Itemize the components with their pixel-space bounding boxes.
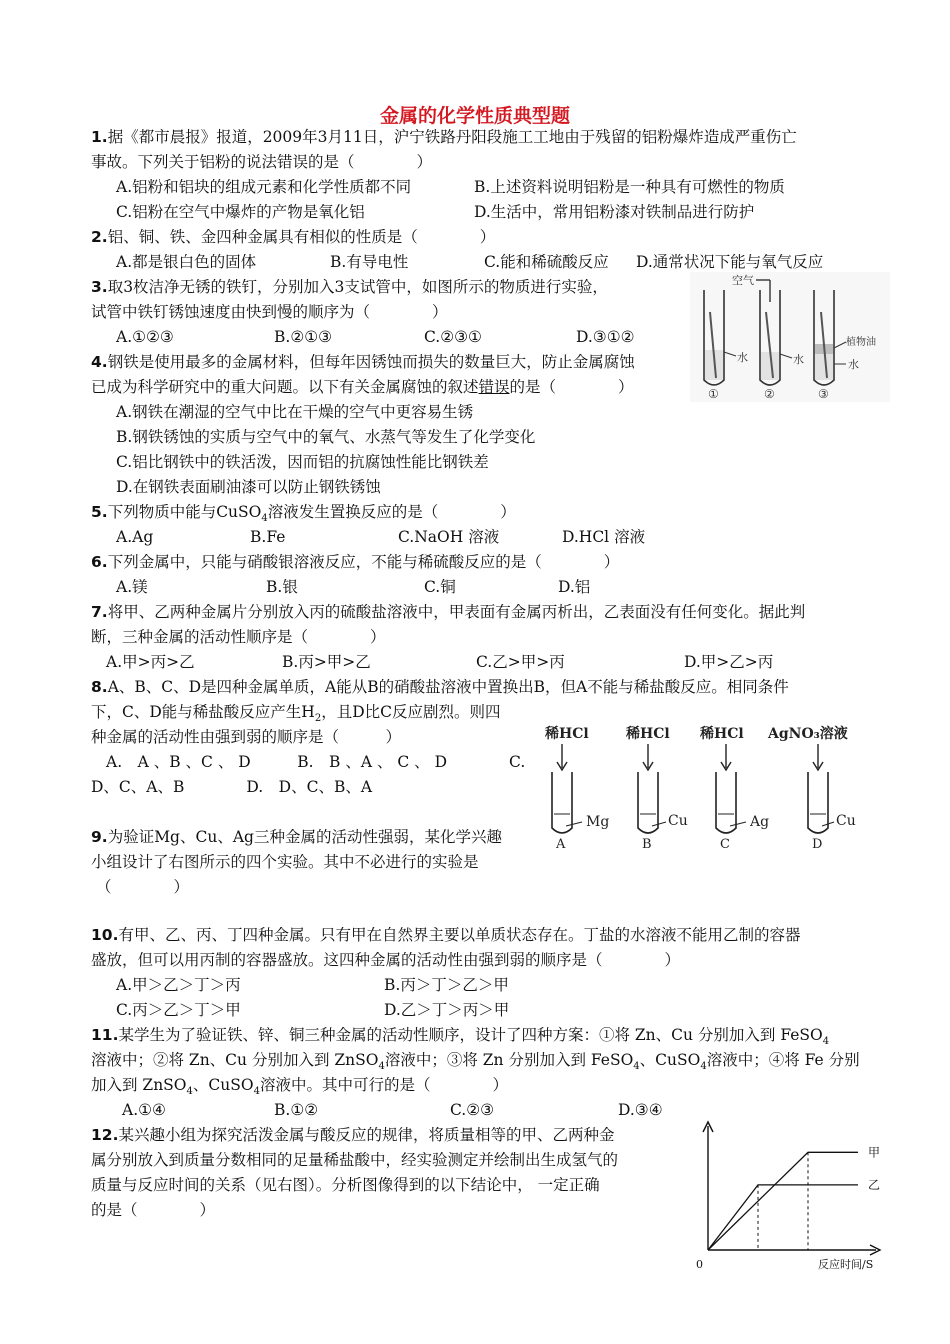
tube-3-label: ③ [818, 387, 829, 401]
q2-option-c: C.能和稀硫酸反应 [484, 253, 609, 271]
subscript: 4 [633, 1061, 640, 1073]
q7-option-c: C.乙>甲>丙 [476, 653, 565, 671]
question-5-stem [91, 502, 516, 529]
question-text: 取3枚洁净无锈的铁钉，分别加入3支试管中，如图所示的物质进行实验， [107, 278, 608, 296]
question-11-stem [91, 1025, 829, 1052]
q7-option-d: D.甲>乙>丙 [684, 653, 774, 671]
q5-option-a: A.Ag [116, 528, 154, 546]
q11-option-c: C.②③ [450, 1101, 495, 1119]
q5-option-c: C.NaOH 溶液 [398, 528, 500, 546]
question-text: 据《都市晨报》报道，2009年3月11日，沪宁铁路丹阳段施工工地由于残留的铝粉爆炸造成严重伤亡 [107, 128, 797, 146]
q6-option-b: B.银 [266, 578, 298, 596]
question-text: 将甲、乙两种金属片分别放入丙的硫酸盐溶液中，甲表面有金属丙析出，乙表面没有任何变化。据此判 [107, 603, 806, 621]
metal-label-b: Cu [668, 813, 688, 829]
q10-option-c: C.丙＞乙＞丁＞甲 [116, 1001, 241, 1019]
page-title: 金属的化学性质典型题 [379, 105, 570, 127]
q11-option-b: B.①② [274, 1101, 319, 1119]
experiment-label-a: A [556, 837, 566, 852]
question-6-stem [91, 552, 619, 572]
q3-option-c: C.②③① [424, 328, 482, 346]
tube-b [625, 725, 688, 852]
question-number: 1. [91, 128, 108, 146]
question-1-line2: 事故。下列关于铝粉的说法错误的是（ ） [91, 153, 433, 171]
question-3-line2: 试管中铁钉锈蚀速度由快到慢的顺序为（ ） [91, 303, 448, 321]
question-text: 溶液中；④将 Fe 分别 [706, 1051, 860, 1069]
reagent-label-d: AgNO₃溶液 [768, 726, 848, 742]
q6-option-a: A.镁 [116, 578, 148, 596]
reagent-label-c: 稀HCl [700, 726, 744, 742]
tube-2-label: ② [764, 387, 775, 401]
question-number: 10. [91, 926, 119, 944]
question-number: 12. [91, 1126, 119, 1144]
q11-option-a: A.①④ [122, 1101, 166, 1119]
q2-option-b: B.有导电性 [330, 253, 409, 271]
q4-option-d: D.在钢铁表面刷油漆可以防止钢铁锈蚀 [116, 478, 381, 496]
question-text: 溶液中；②将 Zn、Cu 分别加入到 ZnSO [91, 1051, 379, 1069]
question-text: 某兴趣小组为探究活泼金属与酸反应的规律，将质量相等的甲、乙两种金 [118, 1126, 615, 1144]
question-text: 溶液中；③将 Zn 分别加入到 FeSO [384, 1051, 634, 1069]
question-text: 下列金属中，只能与硝酸银溶液反应，不能与稀硫酸反应的是（ ） [107, 553, 620, 571]
experiment-label-b: B [642, 837, 652, 852]
tube-d [767, 725, 856, 852]
question-number: 3. [91, 278, 108, 296]
q4-option-c: C.铝比钢铁中的铁活泼，因而铝的抗腐蚀性能比钢铁差 [116, 453, 489, 471]
water-label-2: 水 [793, 353, 804, 366]
q2-option-a: A.都是银白色的固体 [116, 253, 257, 271]
question-9-stem [91, 827, 502, 847]
question-12-stem [91, 1125, 614, 1145]
question-10-line2: 盛放，但可以用丙制的容器盛放。这四种金属的活动性由强到弱的顺序是（ ） [91, 951, 681, 969]
question-8-line2 [91, 702, 500, 729]
q10-option-b: B.丙＞丁＞乙＞甲 [384, 976, 509, 994]
question-text: 有甲、乙、丙、丁四种金属。只有甲在自然界主要以单质状态存在。丁盐的水溶液不能用乙制的容器 [118, 926, 801, 944]
question-number: 5. [91, 503, 108, 521]
question-text: 下，C、D能与稀盐酸反应产生H [91, 703, 315, 721]
question-number: 7. [91, 603, 108, 621]
hydrogen-mass-chart [686, 1118, 906, 1278]
question-12-line3: 质量与反应时间的关系（见右图）。分析图像得到的以下结论中， 一定正确 [91, 1176, 600, 1194]
question-9-line2: 小组设计了右图所示的四个实验。其中不必进行的实验是 [91, 853, 479, 871]
reagent-label-b: 稀HCl [626, 726, 670, 742]
question-text: 铝、铜、铁、金四种金属具有相似的性质是（ ） [107, 228, 496, 246]
question-text: 、CuSO [639, 1051, 701, 1069]
water-label-3: 水 [848, 358, 859, 371]
q6-option-c: C.铜 [424, 578, 456, 596]
question-number: 4. [91, 353, 108, 371]
q10-option-a: A.甲＞乙＞丁＞丙 [116, 976, 241, 994]
oil-label: 植物油 [846, 337, 876, 348]
q7-option-b: B.丙>甲>乙 [282, 653, 371, 671]
series-line-2 [708, 1185, 858, 1250]
question-text: 钢铁是使用最多的金属材料，但每年因锈蚀而损失的数量巨大，防止金属腐蚀 [107, 353, 635, 371]
series-line-1 [708, 1152, 858, 1250]
question-11-line3 [91, 1075, 508, 1102]
question-8-stem [91, 677, 789, 697]
question-text: A、B、C、D是四种金属单质，A能从B的硝酸盐溶液中置换出B，但A不能与稀盐酸反应。相同条件 [107, 678, 789, 696]
question-text: 下列物质中能与CuSO [107, 503, 262, 521]
reagent-label-a: 稀HCl [545, 726, 589, 742]
question-text: 溶液中。其中可行的是（ ） [259, 1076, 508, 1094]
question-11-line2 [91, 1050, 860, 1077]
question-number: 8. [91, 678, 108, 696]
question-text: 已成为科学研究中的重大问题。以下有关金属腐蚀的叙述 [91, 378, 479, 396]
origin-label: 0 [696, 1258, 703, 1271]
question-9-line3: （ ） [96, 878, 190, 896]
q11-option-d: D.③④ [618, 1101, 663, 1119]
q3-option-a: A.①②③ [116, 328, 174, 346]
question-text: 溶液发生置换反应的是（ ） [267, 503, 516, 521]
subscript: 4 [261, 513, 268, 525]
q6-option-d: D.铝 [558, 578, 591, 596]
air-label: 空气 [732, 274, 754, 287]
metal-label-a: Mg [586, 814, 610, 830]
metal-activity-tubes-figure [540, 722, 870, 852]
question-8-line3: 种金属的活动性由强到弱的顺序是（ ） [91, 728, 402, 746]
question-text: ，且D比C反应剧烈。则四 [321, 703, 501, 721]
question-4-line2 [91, 377, 634, 397]
question-10-stem [91, 925, 800, 945]
water-label-1: 水 [737, 351, 748, 364]
q8-options-line1: A. A 、B 、C 、 D B. B 、A 、 C 、 D C. [106, 753, 526, 771]
q5-option-b: B.Fe [250, 528, 286, 546]
experiment-label-d: D [812, 837, 823, 852]
q3-option-b: B.②①③ [274, 328, 333, 346]
question-12-line2: 属分别放入到质量分数相同的足量稀盐酸中，经实验测定并绘制出生成氢气的 [91, 1151, 619, 1169]
q5-option-d: D.HCl 溶液 [562, 528, 646, 546]
x-axis-label: 反应时间/S [818, 1258, 874, 1271]
q7-option-a: A.甲>丙>乙 [106, 653, 195, 671]
q8-options-line2: D、C、A、B D. D、C、B、A [91, 778, 373, 796]
subscript: 2 [314, 713, 322, 725]
q1-option-c: C.铝粉在空气中爆炸的产物是氧化铝 [116, 203, 365, 221]
tube-1-label: ① [708, 387, 719, 401]
question-number: 9. [91, 828, 108, 846]
question-4-stem [91, 352, 635, 372]
metal-label-c: Ag [750, 814, 770, 830]
question-2-stem [91, 227, 495, 247]
q4-option-b: B.钢铁锈蚀的实质与空气中的氧气、水蒸气等发生了化学变化 [116, 428, 536, 446]
question-text: 为验证Mg、Cu、Ag三种金属的活动性强弱，某化学兴趣 [107, 828, 502, 846]
series-label-1: 甲 [868, 1145, 881, 1160]
q1-option-d: D.生活中，常用铝粉漆对铁制品进行防护 [474, 203, 755, 221]
q1-option-b: B.上述资料说明铝粉是一种具有可燃性的物质 [474, 178, 785, 196]
subscript: 4 [186, 1086, 193, 1098]
question-7-stem [91, 602, 805, 622]
q4-option-a: A.钢铁在潮湿的空气中比在干燥的空气中更容易生锈 [116, 403, 474, 421]
question-number: 6. [91, 553, 108, 571]
question-text: 的是（ ） [509, 378, 634, 396]
metal-label-d: Cu [836, 813, 856, 829]
tube-a [544, 725, 609, 852]
subscript: 4 [253, 1086, 260, 1098]
q2-option-d: D.通常状况下能与氧气反应 [636, 253, 824, 271]
question-7-line2: 断，三种金属的活动性顺序是（ ） [91, 628, 386, 646]
q10-option-d: D.乙＞丁＞丙＞甲 [384, 1001, 510, 1019]
experiment-label-c: C [720, 837, 730, 852]
question-3-stem [91, 277, 608, 297]
question-text: 加入到 ZnSO [91, 1076, 187, 1094]
question-text: 某学生为了验证铁、锌、铜三种金属的活动性顺序，设计了四种方案：①将 Zn、Cu 分别加入到 FeSO [118, 1026, 823, 1044]
rusting-test-tubes-figure [690, 272, 890, 402]
subscript: 4 [700, 1061, 707, 1073]
question-number: 2. [91, 228, 108, 246]
question-number: 11. [91, 1026, 119, 1044]
tube-c [699, 725, 769, 852]
chart-series [708, 1145, 880, 1250]
subscript: 4 [378, 1061, 385, 1073]
question-1-stem [91, 127, 797, 147]
subscript: 4 [822, 1036, 830, 1048]
underlined-word: 错误 [478, 378, 510, 396]
question-text: 、CuSO [192, 1076, 254, 1094]
q3-option-d: D.③①② [576, 328, 635, 346]
chart-guides [758, 1152, 808, 1250]
q1-option-a: A.铝粉和铝块的组成元素和化学性质都不同 [116, 178, 412, 196]
series-label-2: 乙 [868, 1177, 881, 1192]
question-12-line4: 的是（ ） [91, 1201, 216, 1219]
